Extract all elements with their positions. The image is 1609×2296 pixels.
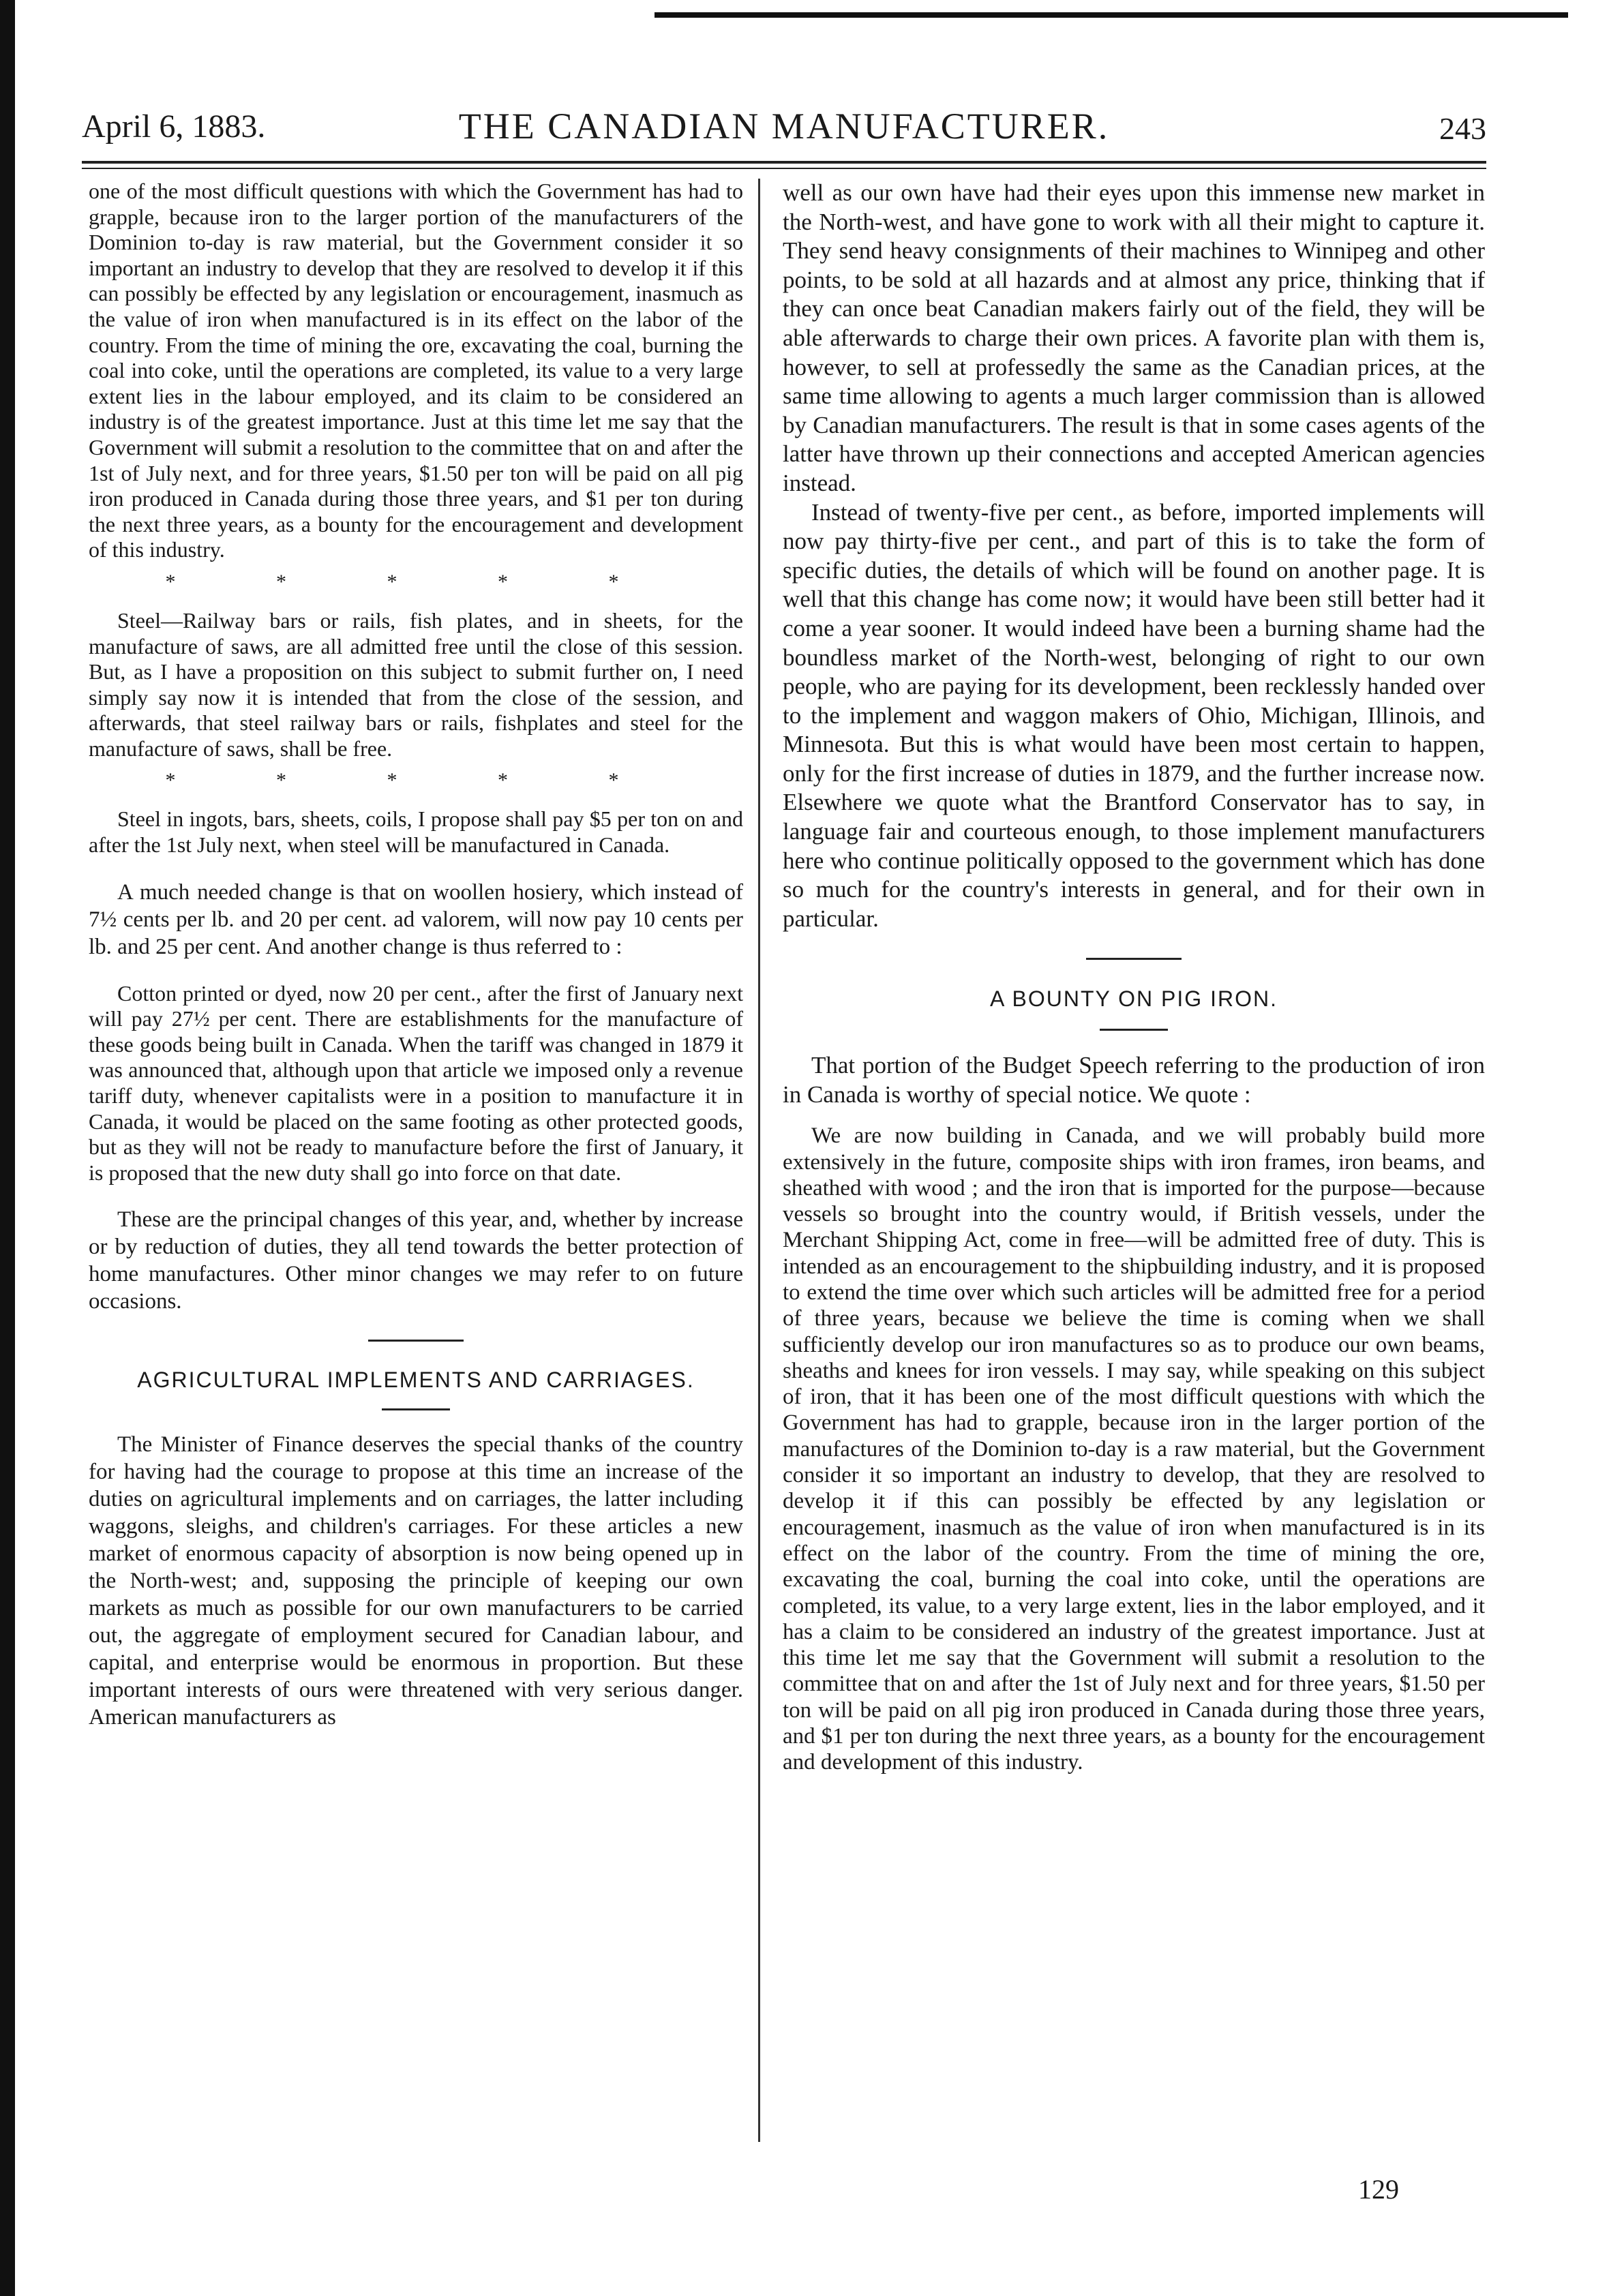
- heading-rule: [382, 1408, 450, 1410]
- header-rule-thin: [82, 168, 1486, 169]
- section-rule: [1086, 958, 1182, 960]
- running-header: [82, 102, 1486, 157]
- paragraph: Steel in ingots, bars, sheets, coils, I propose shall pay $5 per ton on and after the 1st July next, when steel will be manufactured in Canada.: [89, 806, 743, 858]
- section-heading: A BOUNTY ON PIG IRON.: [990, 986, 1278, 1012]
- header-rule: [82, 161, 1486, 164]
- left-column: [89, 179, 743, 1731]
- right-column: [783, 179, 1485, 1776]
- scan-edge-bar: [0, 0, 15, 2296]
- paragraph: A much needed change is that on woollen hosiery, which instead of 7½ cents per lb. and 20 per cent. ad valorem, will now pay 10 cents per lb. and 25 per cent. And another change is thus referred to :: [89, 879, 743, 959]
- paragraph: We are now building in Canada, and we will probably build more extensively in the future, composite ships with iron frames, iron beams, and sheathed with wood ; and the iron that is imported for the purpose—because vessels so brought into the country would, if British vessels, under the Merchant Shipping Act, come in free—will be admitted free of duty. This is intended as an encouragement to the shipbuilding industry, and it is proposed to extend the time over which such articles will be admitted free for a period of three years, because we believe the time is coming when we shall sufficiently develop our iron manufactures so as to produce our own beams, sheaths and knees for iron vessels. I may say, while speaking on this subject of iron, that it has been one of the most difficult questions with which the Government has had to grapple, because iron in the larger portion of the manufactures of the Dominion to-day is a raw material, but the Government consider it so important an industry to develop, that they are resolved to develop it if this can possibly be effected by any legislation or encouragement, inasmuch as the value of iron when manufactured is in its effect on the labor of the country. From the time of mining the ore, excavating the coal, burning the coal into coke, until the operations are completed, its value, to a very large extent, lies in the labor employed, and it has a claim to be considered an industry of the greatest importance. Just at this time let me say that the Government will submit a resolution to the committee that on and after the 1st of July next and for three years, $1.50 per ton will be paid on all pig iron produced in Canada during those three years, and $1 per ton during the next three years, as a bounty for the encouragement and development of this industry.: [783, 1123, 1485, 1775]
- column-divider: [758, 179, 760, 2142]
- section-heading: AGRICULTURAL IMPLEMENTS AND CARRIAGES.: [137, 1368, 695, 1393]
- paragraph: one of the most difficult questions with which the Government has had to grapple, because iron to the larger portion of the manufacturers of the Dominion to-day is raw material, but the Government consider it so important an industry to develop that they are resolved to develop it if this can possibly be effected by any legislation or encouragement, inasmuch as the value of iron when manufactured is in its effect on the labor of the country. From the time of mining the ore, excavating the coal, burning the coal into coke, until the operations are completed, its value to a very large extent lies in the labour employed, and its claim to be considered an industry is of the greatest importance. Just at this time let me say that the Government will submit a resolution to the committee that on and after the 1st of July next, and for three years, $1.50 per ton will be paid on all pig iron produced in Canada during those three years, and $1 per ton during the next three years, as a bounty for the encouragement and development of this industry.: [89, 179, 743, 562]
- paragraph: well as our own have had their eyes upon this immense new market in the North-west, and have gone to work with all their might to capture it. They send heavy consignments of their machines to Winnipeg and other points, to be sold at all hazards and at almost any price, thinking that if they can once beat Canadian makers fairly out of the field, they will be able afterwards to charge their own prices. A favorite plan with them is, however, to sell at professedly the same as the Canadian prices, at the same time allowing to agents a much larger commission than is allowed by Canadian manufacturers. The result is that in some cases agents of the latter have thrown up their connections and accepted American agencies instead.: [783, 179, 1485, 496]
- issue-date: April 6, 1883.: [82, 108, 266, 145]
- section-stars: * * * * *: [165, 570, 667, 593]
- page-number: 243: [1439, 111, 1486, 146]
- top-scan-rule: [655, 12, 1568, 18]
- paragraph: Cotton printed or dyed, now 20 per cent., after the first of January next will pay 27½ per cent. There are establishments for the manufacture of these goods being built in Canada. When the tariff was changed in 1879 it was announced that, although upon that article we imposed only a revenue tariff duty, whenever capitalists were in a position to manufacture it in Canada, it would be placed on the same footing as other protected goods, but as they will not be ready to manufacture before the first of January, it is proposed that the new duty shall go into force on that date.: [89, 980, 743, 1185]
- journal-title: THE CANADIAN MANUFACTURER.: [458, 106, 1110, 147]
- section-stars: * * * * *: [165, 769, 667, 792]
- section-rule: [368, 1340, 464, 1342]
- signature-folio: 129: [1358, 2174, 1399, 2205]
- paragraph: These are the principal changes of this year, and, whether by increase or by reduction of duties, they all tend towards the better protection of home manufactures. Other minor changes we may refer to on future occasions.: [89, 1207, 743, 1314]
- paragraph: The Minister of Finance deserves the special thanks of the country for having had the courage to propose at this time an increase of the duties on agricultural implements and on carriages, the latter including waggons, sleighs, and children's carriages. For these articles a new market of enormous capacity of absorption is now being opened up in the North-west; and, supposing the principle of keeping our own markets as much as possible for our own manufacturers to be carried out, the aggregate of employment secured for Canadian labour, and capital, and enterprise would be enormous in proportion. But these important interests of ours were threatened with very serious danger. American manufacturers as: [89, 1432, 743, 1730]
- paragraph: Steel—Railway bars or rails, fish plates, and in sheets, for the manufacture of saws, are all admitted free until the close of this session. But, as I have a proposition on this subject to submit further on, I need simply say now it is intended that from the close of the session, and afterwards, that steel railway bars or rails, fishplates and steel for the manufacture of saws, shall be free.: [89, 607, 743, 761]
- heading-rule: [1100, 1029, 1168, 1031]
- paragraph: Instead of twenty-five per cent., as before, imported implements will now pay thirty-five per cent., and part of this is to take the form of specific duties, the details of which will be found on another page. It is well that this change has come now; it would have been still better had it come a year sooner. It would indeed have been a burning shame had the boundless market of the North-west, belonging of right to our own people, who are paying for its development, been recklessly handed over to the implement and waggon makers of Ohio, Michigan, Illinois, and Minnesota. But this is what would have been most certain to happen, only for the first increase of duties in 1879, and the further increase now. Elsewhere we quote what the Brantford Conservator has to say, in language fair and courteous enough, to those implement manufacturers here who continue politically opposed to the government which has done so much for the country's interests in general, and for their own in particular.: [783, 498, 1485, 932]
- paragraph: That portion of the Budget Speech referring to the production of iron in Canada is worthy of special notice. We quote :: [783, 1052, 1485, 1108]
